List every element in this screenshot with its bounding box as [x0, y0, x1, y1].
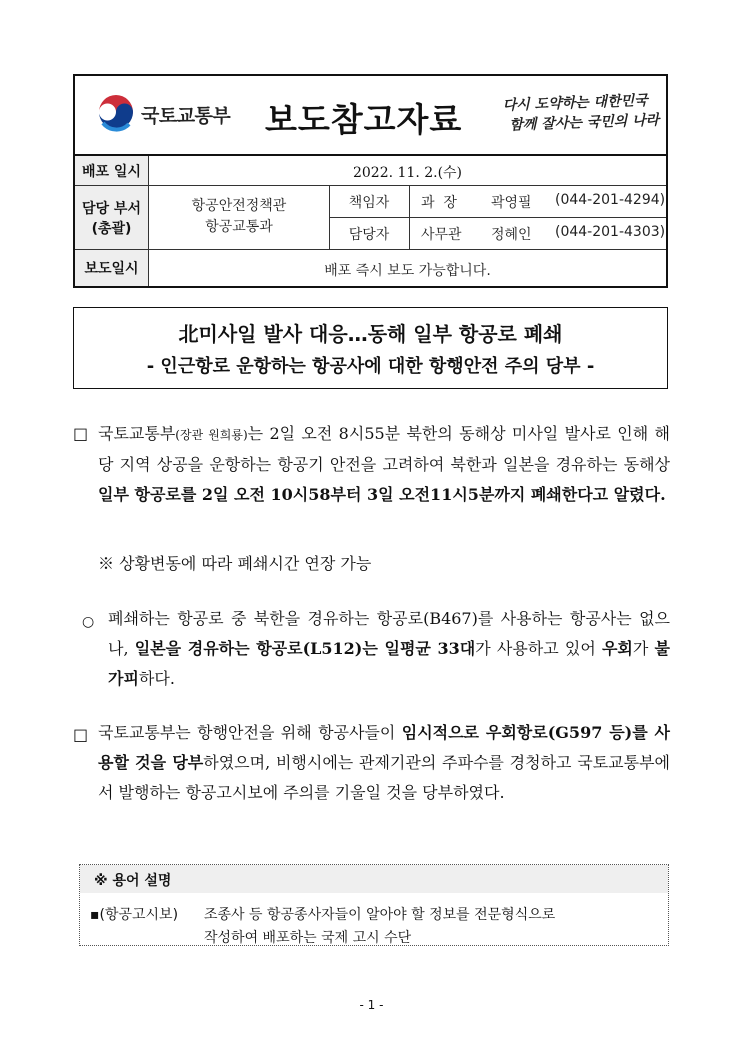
glossary-title-bar [80, 865, 668, 893]
p3-text-1: 국토교통부는 항행안전을 위해 항공사들이 [98, 723, 402, 742]
paragraph-2 [108, 604, 670, 694]
square-bullet-icon: □ [73, 424, 89, 443]
header-title-row [75, 76, 666, 156]
paragraph-3 [98, 718, 670, 808]
ministry-name: 국토교통부 [141, 105, 231, 127]
page-number: - 1 - [359, 998, 384, 1012]
department-label-line2: (총괄) [91, 220, 132, 237]
contact-name-1: 곽영필 [491, 195, 532, 211]
department-row [75, 186, 666, 250]
contact-position-1: 과 장 [421, 195, 457, 211]
press-release-label: 보도일시 [75, 250, 149, 286]
glossary-title: ※ 용어 설명 [94, 873, 172, 889]
p2-bold-3: 불가피 [108, 639, 670, 688]
distribution-date: 2022. 11. 2.(수) [352, 165, 463, 181]
p2-text-3: 가 [632, 639, 655, 658]
department-label-line1: 담당 부서 [82, 200, 141, 217]
slogan-line-1: 다시 도약하는 대한민국 [502, 92, 648, 114]
p2-text-2: 가 사용하고 있어 [475, 639, 602, 658]
department-label [75, 186, 149, 249]
p3-bold: 임시적으로 우회항로(G597 등)를 사용할 것을 당부 [98, 723, 670, 772]
contact-phone-2: (044-201-4303) [555, 224, 666, 240]
department-names [149, 196, 329, 238]
glossary-definition-1: 조종사 등 항공종사자들이 알아야 할 정보를 전문형식으로 [204, 907, 556, 923]
closure-note: ※ 상황변동에 따라 폐쇄시간 연장 가능 [98, 554, 372, 573]
p1-bold: 일부 항공로를 2일 오전 10시58부터 3일 오전11시5분까지 폐쇄한다고 알렸다. [98, 485, 666, 504]
p2-bold-2: 우회 [601, 639, 633, 658]
p2-bold-1: 일본을 경유하는 항공로(L512)는 일평균 33대 [134, 639, 476, 658]
document-title: 보도참고자료 [265, 100, 463, 139]
p3-text-2: 하였으며, 비행시에는 관제기관의 주파수를 경청하고 국토교통부에서 발행하는 항공고시보에 주의를 기울일 것을 당부하였다. [98, 753, 670, 802]
contact-role-1: 책임자 [348, 195, 390, 211]
distribution-row [75, 156, 666, 186]
press-header-table [73, 74, 668, 288]
government-emblem-icon [95, 93, 137, 135]
p1-paren: (장관 원희룡) [175, 428, 248, 442]
contact-phone-1: (044-201-4294) [555, 192, 666, 208]
glossary-box [79, 864, 669, 946]
department-name-1: 항공안전정책관 [191, 198, 287, 214]
headline-main: 北미사일 발사 대응…동해 일부 항공로 폐쇄 [178, 322, 563, 346]
p1-subject: 국토교통부 [98, 424, 176, 443]
press-release-row [75, 250, 666, 288]
contact-role-2: 담당자 [348, 227, 390, 243]
p2-text-1: 폐쇄하는 항공로 중 북한을 경유하는 항공로(B467)를 사용하는 항공사는 없으나, [108, 609, 670, 658]
slogan-line-2: 함께 잘사는 국민의 나라 [509, 112, 660, 134]
press-release-text: 배포 즉시 보도 가능합니다. [324, 263, 491, 279]
circle-bullet-icon: ○ [82, 614, 95, 630]
p1-text: 는 2일 오전 8시55분 북한의 동해상 미사일 발사로 인해 해당 지역 상공을 운항하는 항공기 안전을 고려하여 북한과 일본을 경유하는 동해상 [98, 424, 670, 474]
paragraph-1 [98, 419, 670, 510]
glossary-definition-2: 작성하여 배포하는 국제 고시 수단 [204, 930, 412, 946]
government-slogan [502, 90, 659, 135]
glossary-term: ▪(항공고시보) [90, 907, 179, 923]
department-name-2: 항공교통과 [205, 219, 273, 235]
p2-text-4: 하다. [138, 669, 175, 688]
square-bullet-icon-2: □ [73, 725, 89, 744]
headline-box [73, 307, 668, 389]
distribution-label: 배포 일시 [75, 156, 149, 185]
headline-sub: - 인근항로 운항하는 항공사에 대한 항행안전 주의 당부 - [146, 356, 595, 377]
contact-name-2: 정혜인 [491, 227, 532, 243]
contact-position-2: 사무관 [421, 227, 462, 243]
